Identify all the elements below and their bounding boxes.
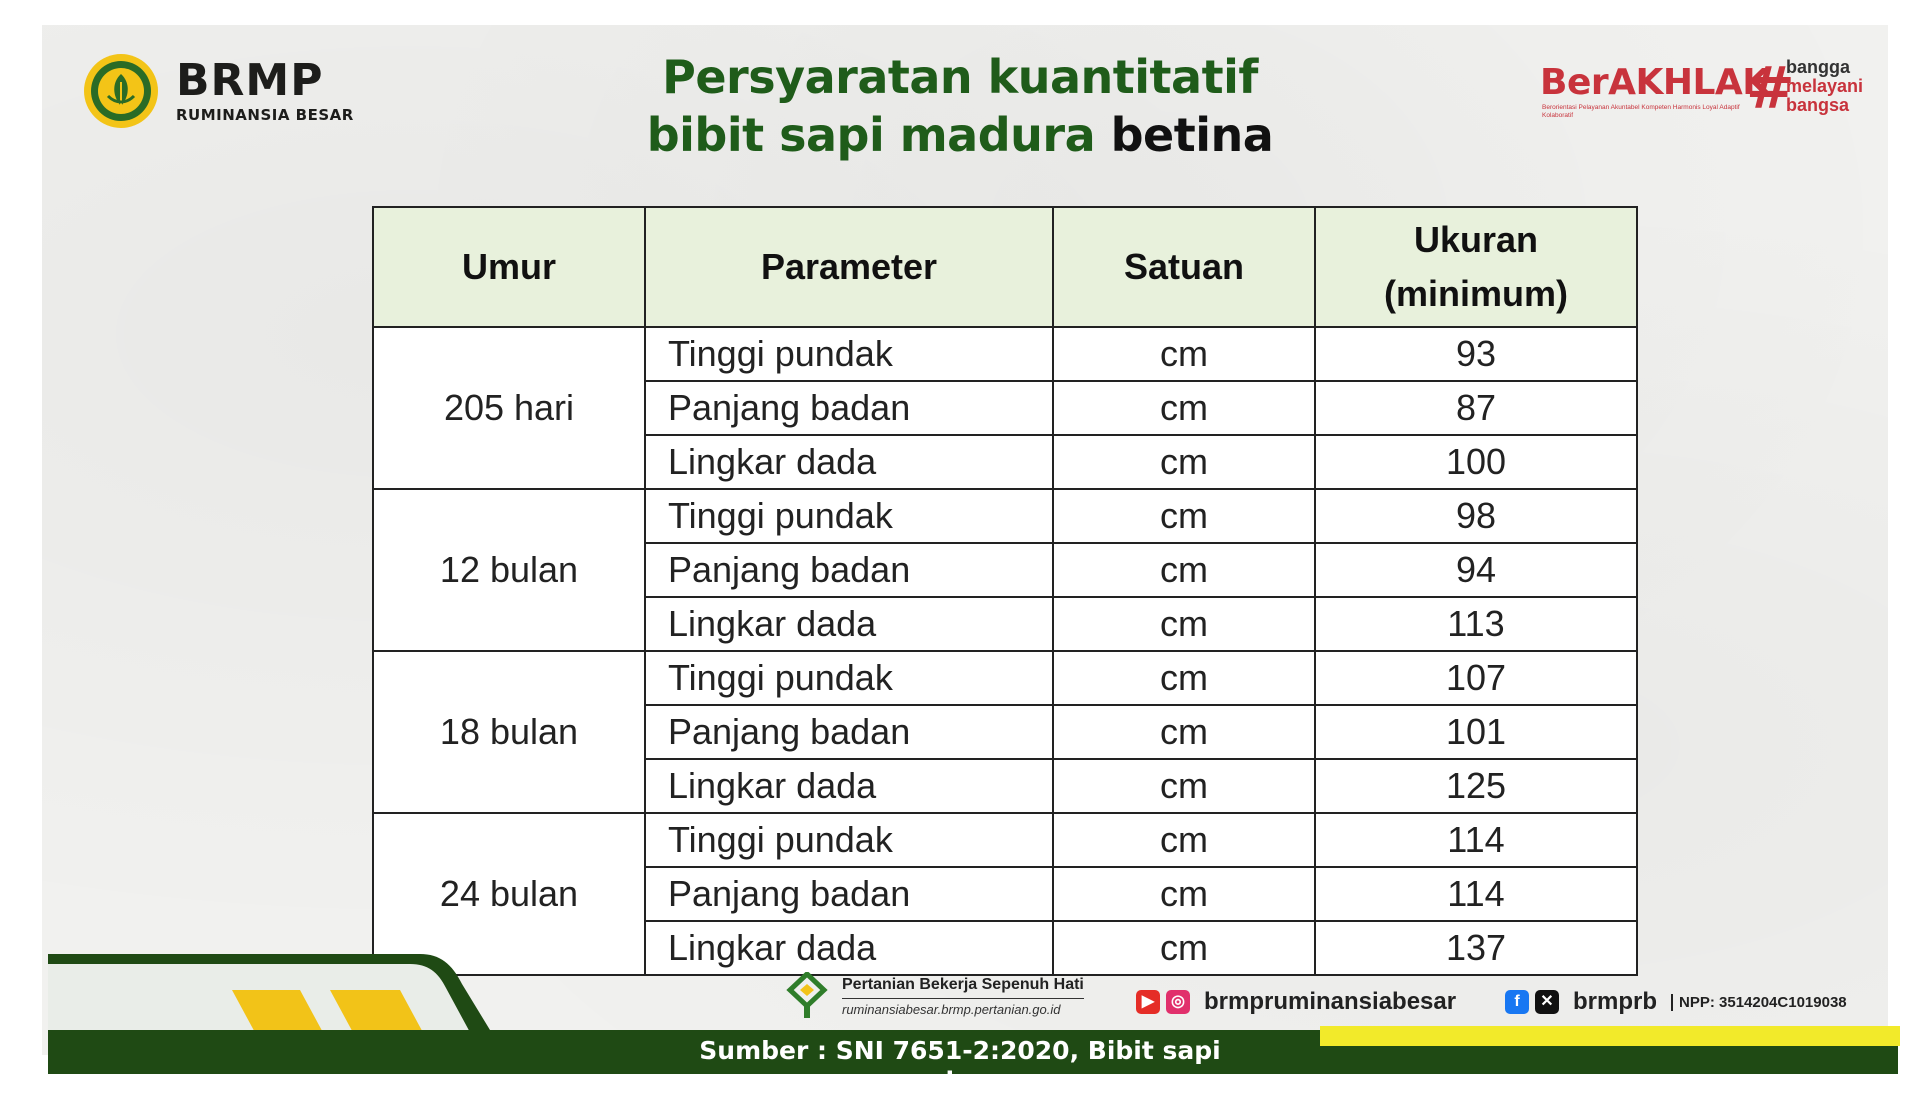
age-cell: 12 bulan bbox=[373, 489, 645, 651]
slogan-text: Pertanian Bekerja Sepenuh Hati bbox=[842, 975, 1084, 993]
value-cell: 94 bbox=[1315, 543, 1637, 597]
social-handle-1[interactable]: brmpruminansiabesar bbox=[1204, 988, 1457, 1015]
page-title bbox=[560, 48, 1360, 164]
logo-name: BRMP bbox=[176, 55, 324, 106]
value-cell: 137 bbox=[1315, 921, 1637, 975]
unit-cell: cm bbox=[1053, 867, 1315, 921]
header-parameter: Parameter bbox=[645, 207, 1053, 327]
parameter-cell: Tinggi pundak bbox=[645, 813, 1053, 867]
value-cell: 98 bbox=[1315, 489, 1637, 543]
unit-cell: cm bbox=[1053, 543, 1315, 597]
unit-cell: cm bbox=[1053, 651, 1315, 705]
berakhlak-tagline: Berorientasi Pelayanan Akuntabel Kompeten Harmonis Loyal Adaptif Kolaboratif bbox=[1542, 104, 1740, 119]
unit-cell: cm bbox=[1053, 921, 1315, 975]
unit-cell: cm bbox=[1053, 705, 1315, 759]
parameter-cell: Panjang badan bbox=[645, 381, 1053, 435]
brmp-logo bbox=[82, 52, 354, 130]
berakhlak-word: BerAKHLAK bbox=[1540, 62, 1770, 103]
unit-cell: cm bbox=[1053, 435, 1315, 489]
parameter-cell: Tinggi pundak bbox=[645, 489, 1053, 543]
instagram-icon[interactable]: ◎ bbox=[1166, 990, 1190, 1014]
unit-cell: cm bbox=[1053, 327, 1315, 381]
slogan-bangsa: bangsa bbox=[1786, 95, 1850, 115]
table-row bbox=[373, 813, 1637, 867]
social-handle-2[interactable]: brmprb bbox=[1573, 988, 1657, 1015]
header-measure-line-1: Ukuran bbox=[1413, 219, 1539, 260]
value-cell: 93 bbox=[1315, 327, 1637, 381]
slogan-melayani: melayani bbox=[1786, 76, 1864, 96]
requirements-table-wrap bbox=[372, 206, 1638, 976]
value-cell: 114 bbox=[1315, 867, 1637, 921]
value-cell: 101 bbox=[1315, 705, 1637, 759]
brmp-seal-icon bbox=[82, 52, 160, 130]
unit-cell: cm bbox=[1053, 813, 1315, 867]
unit-cell: cm bbox=[1053, 381, 1315, 435]
website-text: ruminansiabesar.brmp.pertanian.go.id bbox=[842, 998, 1084, 1017]
age-cell: 24 bulan bbox=[373, 813, 645, 975]
parameter-cell: Lingkar dada bbox=[645, 435, 1053, 489]
value-cell: 87 bbox=[1315, 381, 1637, 435]
source-note: Sumber : SNI 7651-2:2020, Bibit sapi potong bbox=[699, 1036, 1221, 1094]
value-cell: 100 bbox=[1315, 435, 1637, 489]
age-cell: 18 bulan bbox=[373, 651, 645, 813]
footer-yellow-stripe bbox=[1320, 1026, 1900, 1046]
npp-number: NPP: 3514204C1019038 bbox=[1671, 994, 1847, 1011]
parameter-cell: Lingkar dada bbox=[645, 597, 1053, 651]
logo-subtitle: RUMINANSIA BESAR bbox=[176, 106, 354, 124]
table-header-row bbox=[373, 207, 1637, 327]
title-line-1: Persyaratan kuantitatif bbox=[662, 50, 1258, 104]
title-line-2-green: bibit sapi madura bbox=[646, 108, 1096, 162]
parameter-cell: Tinggi pundak bbox=[645, 327, 1053, 381]
pertanian-logo-icon bbox=[786, 972, 828, 1020]
youtube-icon[interactable]: ▶ bbox=[1136, 990, 1160, 1014]
x-icon[interactable]: ✕ bbox=[1535, 990, 1559, 1014]
header-age: Umur bbox=[373, 207, 645, 327]
parameter-cell: Lingkar dada bbox=[645, 759, 1053, 813]
berakhlak-slogan bbox=[1786, 58, 1863, 115]
age-cell: 205 hari bbox=[373, 327, 645, 489]
table-row bbox=[373, 651, 1637, 705]
social-group-2 bbox=[1505, 988, 1847, 1016]
title-line-2-dark: betina bbox=[1110, 108, 1274, 162]
table-row bbox=[373, 489, 1637, 543]
pertanian-slogan bbox=[786, 972, 1084, 1020]
value-cell: 114 bbox=[1315, 813, 1637, 867]
parameter-cell: Tinggi pundak bbox=[645, 651, 1053, 705]
parameter-cell: Lingkar dada bbox=[645, 921, 1053, 975]
value-cell: 125 bbox=[1315, 759, 1637, 813]
berakhlak-logo bbox=[1540, 48, 1880, 128]
title-line-2 bbox=[560, 106, 1360, 164]
hashtag-icon: # bbox=[1746, 54, 1795, 122]
requirements-table bbox=[372, 206, 1638, 976]
social-group-1 bbox=[1136, 988, 1456, 1016]
parameter-cell: Panjang badan bbox=[645, 705, 1053, 759]
parameter-cell: Panjang badan bbox=[645, 543, 1053, 597]
parameter-cell: Panjang badan bbox=[645, 867, 1053, 921]
slogan-bangga: bangga bbox=[1786, 57, 1851, 77]
header-measure-line-2: (minimum) bbox=[1384, 273, 1568, 314]
value-cell: 113 bbox=[1315, 597, 1637, 651]
header-unit: Satuan bbox=[1053, 207, 1315, 327]
facebook-icon[interactable]: f bbox=[1505, 990, 1529, 1014]
unit-cell: cm bbox=[1053, 489, 1315, 543]
header-measure bbox=[1315, 207, 1637, 327]
unit-cell: cm bbox=[1053, 759, 1315, 813]
value-cell: 107 bbox=[1315, 651, 1637, 705]
table-row bbox=[373, 327, 1637, 381]
unit-cell: cm bbox=[1053, 597, 1315, 651]
